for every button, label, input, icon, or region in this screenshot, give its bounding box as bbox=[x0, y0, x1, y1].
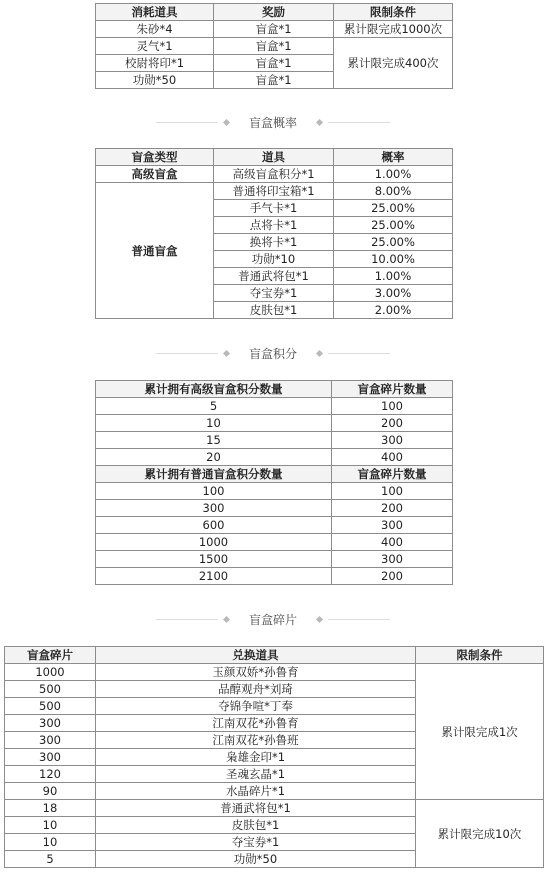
section-title-points bbox=[0, 343, 546, 363]
exchange-item-cell: 普通武将包*1 bbox=[96, 800, 416, 817]
box-type-cell: 普通盲盒 bbox=[96, 183, 214, 319]
probability-cell: 3.00% bbox=[334, 285, 453, 302]
table-row bbox=[96, 449, 453, 466]
table-row bbox=[96, 517, 453, 534]
points-table bbox=[95, 380, 453, 585]
table-header-row bbox=[5, 647, 544, 664]
header-probability: 概率 bbox=[334, 149, 453, 166]
exchange-item-cell: 夺锦争喧*丁奉 bbox=[96, 698, 416, 715]
header-fragment: 盲盒碎片 bbox=[5, 647, 96, 664]
table-row bbox=[96, 183, 453, 200]
header-advanced-points: 累计拥有高级盲盒积分数量 bbox=[96, 381, 332, 398]
points-cell: 15 bbox=[96, 432, 332, 449]
section-title-text: 盲盒概率 bbox=[248, 115, 297, 130]
header-reward: 奖励 bbox=[214, 4, 334, 21]
table-header-row bbox=[96, 4, 453, 21]
probability-table bbox=[95, 148, 453, 319]
diamond-icon bbox=[316, 615, 323, 622]
fragment-cost-cell: 10 bbox=[5, 834, 96, 851]
item-cell: 普通将印宝箱*1 bbox=[214, 183, 334, 200]
exchange-item-cell: 玉颜双娇*孙鲁育 bbox=[96, 664, 416, 681]
divider-line bbox=[156, 619, 218, 620]
reward-cell: 盲盒*1 bbox=[214, 55, 334, 72]
limit-cell: 累计限完成1000次 bbox=[334, 21, 453, 38]
header-item: 道具 bbox=[214, 149, 334, 166]
probability-cell: 25.00% bbox=[334, 200, 453, 217]
divider-line bbox=[328, 619, 390, 620]
table-row bbox=[96, 432, 453, 449]
exchange-item-cell: 圣魂玄晶*1 bbox=[96, 766, 416, 783]
fragment-cost-cell: 10 bbox=[5, 817, 96, 834]
header-box-type: 盲盒类型 bbox=[96, 149, 214, 166]
table-header-row bbox=[96, 381, 453, 398]
exchange-table bbox=[95, 3, 453, 89]
table-row bbox=[96, 21, 453, 38]
item-cell: 夺宝券*1 bbox=[214, 285, 334, 302]
divider-line bbox=[156, 122, 218, 123]
divider-line bbox=[328, 353, 390, 354]
fragment-cost-cell: 300 bbox=[5, 715, 96, 732]
limit-cell: 累计限完成10次 bbox=[416, 800, 544, 868]
section-title-probability bbox=[0, 112, 546, 132]
diamond-icon bbox=[223, 118, 230, 125]
fragment-cost-cell: 5 bbox=[5, 851, 96, 868]
section-title-text: 盲盒碎片 bbox=[248, 612, 297, 627]
cost-cell: 灵气*1 bbox=[96, 38, 214, 55]
table-header-row bbox=[96, 466, 453, 483]
header-limit: 限制条件 bbox=[334, 4, 453, 21]
fragment-cost-cell: 300 bbox=[5, 749, 96, 766]
fragment-cell: 100 bbox=[332, 483, 453, 500]
divider-line bbox=[328, 122, 390, 123]
box-type-cell: 高级盲盒 bbox=[96, 166, 214, 183]
fragment-cost-cell: 90 bbox=[5, 783, 96, 800]
table-row bbox=[96, 551, 453, 568]
exchange-item-cell: 江南双花*孙鲁班 bbox=[96, 732, 416, 749]
fragment-cost-cell: 1000 bbox=[5, 664, 96, 681]
points-cell: 1500 bbox=[96, 551, 332, 568]
points-cell: 5 bbox=[96, 398, 332, 415]
probability-cell: 1.00% bbox=[334, 166, 453, 183]
divider-line bbox=[156, 353, 218, 354]
fragment-cell: 100 bbox=[332, 398, 453, 415]
item-cell: 高级盲盒积分*1 bbox=[214, 166, 334, 183]
fragment-cell: 400 bbox=[332, 449, 453, 466]
fragment-cell: 200 bbox=[332, 568, 453, 585]
probability-cell: 10.00% bbox=[334, 251, 453, 268]
reward-cell: 盲盒*1 bbox=[214, 38, 334, 55]
header-fragment-count: 盲盒碎片数量 bbox=[332, 381, 453, 398]
probability-cell: 25.00% bbox=[334, 217, 453, 234]
exchange-item-cell: 品醇观舟*刘琦 bbox=[96, 681, 416, 698]
limit-cell: 累计限完成1次 bbox=[416, 664, 544, 800]
points-cell: 2100 bbox=[96, 568, 332, 585]
table-row bbox=[96, 38, 453, 55]
table-header-row bbox=[96, 149, 453, 166]
points-cell: 300 bbox=[96, 500, 332, 517]
fragment-cost-cell: 500 bbox=[5, 698, 96, 715]
table-row bbox=[96, 500, 453, 517]
fragment-cell: 200 bbox=[332, 415, 453, 432]
fragment-exchange-table bbox=[4, 646, 544, 868]
section-title-text: 盲盒积分 bbox=[248, 346, 297, 361]
reward-cell: 盲盒*1 bbox=[214, 72, 334, 89]
header-normal-points: 累计拥有普通盲盒积分数量 bbox=[96, 466, 332, 483]
limit-cell: 累计限完成400次 bbox=[334, 38, 453, 89]
table-row bbox=[96, 398, 453, 415]
table-row bbox=[5, 800, 544, 817]
table-row bbox=[5, 664, 544, 681]
item-cell: 点将卡*1 bbox=[214, 217, 334, 234]
fragment-cell: 200 bbox=[332, 500, 453, 517]
points-cell: 1000 bbox=[96, 534, 332, 551]
probability-cell: 2.00% bbox=[334, 302, 453, 319]
probability-cell: 25.00% bbox=[334, 234, 453, 251]
fragment-cell: 300 bbox=[332, 517, 453, 534]
fragment-cost-cell: 120 bbox=[5, 766, 96, 783]
exchange-item-cell: 功勋*50 bbox=[96, 851, 416, 868]
diamond-icon bbox=[316, 349, 323, 356]
exchange-item-cell: 江南双花*孙鲁育 bbox=[96, 715, 416, 732]
header-limit: 限制条件 bbox=[416, 647, 544, 664]
fragment-cell: 300 bbox=[332, 432, 453, 449]
item-cell: 手气卡*1 bbox=[214, 200, 334, 217]
exchange-item-cell: 枭雄金印*1 bbox=[96, 749, 416, 766]
exchange-item-cell: 夺宝券*1 bbox=[96, 834, 416, 851]
item-cell: 普通武将包*1 bbox=[214, 268, 334, 285]
table-row bbox=[96, 166, 453, 183]
item-cell: 皮肤包*1 bbox=[214, 302, 334, 319]
points-cell: 600 bbox=[96, 517, 332, 534]
cost-cell: 校尉将印*1 bbox=[96, 55, 214, 72]
item-cell: 功勋*10 bbox=[214, 251, 334, 268]
points-cell: 10 bbox=[96, 415, 332, 432]
table-row bbox=[96, 415, 453, 432]
cost-cell: 功勋*50 bbox=[96, 72, 214, 89]
exchange-item-cell: 皮肤包*1 bbox=[96, 817, 416, 834]
reward-cell: 盲盒*1 bbox=[214, 21, 334, 38]
probability-cell: 8.00% bbox=[334, 183, 453, 200]
fragment-cost-cell: 18 bbox=[5, 800, 96, 817]
diamond-icon bbox=[223, 615, 230, 622]
points-cell: 100 bbox=[96, 483, 332, 500]
probability-cell: 1.00% bbox=[334, 268, 453, 285]
section-title-fragments bbox=[0, 609, 546, 629]
header-cost-item: 消耗道具 bbox=[96, 4, 214, 21]
item-cell: 换将卡*1 bbox=[214, 234, 334, 251]
header-fragment-count: 盲盒碎片数量 bbox=[332, 466, 453, 483]
points-cell: 20 bbox=[96, 449, 332, 466]
header-exchange-item: 兑换道具 bbox=[96, 647, 416, 664]
table-row bbox=[96, 534, 453, 551]
exchange-item-cell: 水晶碎片*1 bbox=[96, 783, 416, 800]
diamond-icon bbox=[316, 118, 323, 125]
cost-cell: 朱砂*4 bbox=[96, 21, 214, 38]
fragment-cost-cell: 500 bbox=[5, 681, 96, 698]
fragment-cost-cell: 300 bbox=[5, 732, 96, 749]
fragment-cell: 300 bbox=[332, 551, 453, 568]
table-row bbox=[96, 483, 453, 500]
fragment-cell: 400 bbox=[332, 534, 453, 551]
table-row bbox=[96, 568, 453, 585]
diamond-icon bbox=[223, 349, 230, 356]
